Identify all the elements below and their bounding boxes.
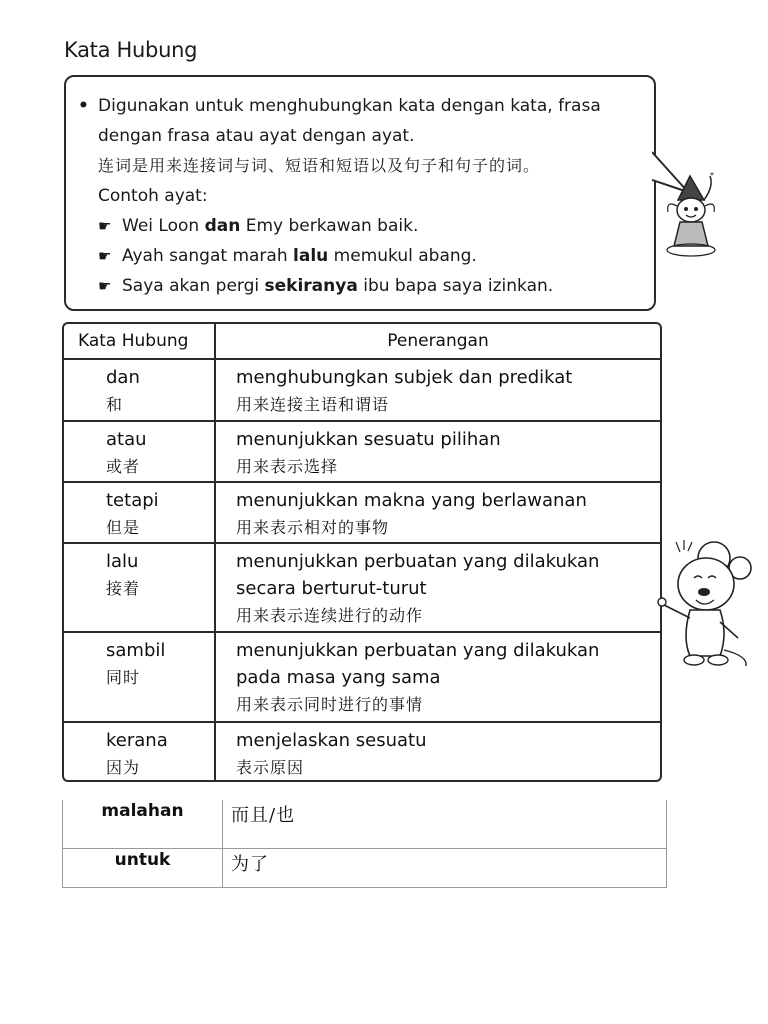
conjunction-word: kerana: [106, 730, 168, 751]
conjunction-word: sambil: [106, 640, 166, 661]
explanation-chinese: 用来表示连续进行的动作: [236, 606, 424, 625]
explanation-chinese: 用来表示选择: [236, 457, 339, 476]
explanation-cell: [216, 723, 660, 782]
explanation-cell: [216, 422, 660, 481]
pointing-hand-icon: ☛: [98, 277, 112, 295]
conjunction-word: atau: [106, 429, 147, 450]
definition-item: [78, 91, 644, 151]
conjunction-table: [62, 322, 662, 782]
conjunction-meaning: 为了: [223, 849, 667, 888]
explanation-cell: [216, 483, 660, 542]
table-row: [64, 481, 660, 542]
explanation-chinese: 用来表示同时进行的事情: [236, 695, 424, 714]
example-item: [78, 211, 644, 241]
lower-table: [62, 800, 667, 888]
conjunction-cell: [64, 544, 216, 631]
table-row: [63, 800, 667, 849]
conjunction-chinese: 因为: [106, 758, 141, 777]
info-box: [64, 75, 656, 311]
conjunction-chinese: 但是: [106, 518, 141, 537]
explanation-text: pada masa yang sama: [236, 667, 441, 688]
example-item: [78, 271, 644, 301]
pointing-hand-icon: ☛: [98, 217, 112, 235]
conjunction-cell: [64, 483, 216, 542]
page-title: Kata Hubung: [64, 38, 198, 62]
conjunction-cell: [64, 633, 216, 721]
explanation-chinese: 用来连接主语和谓语: [236, 395, 390, 414]
explanation-text: secara berturut-turut: [236, 578, 427, 599]
example-item: [78, 241, 644, 271]
conjunction-word: tetapi: [106, 490, 159, 511]
table-row: [63, 849, 667, 888]
conjunction-chinese: 和: [106, 395, 124, 414]
conjunction-meaning: 而且/也: [223, 800, 667, 849]
explanation-chinese: 表示原因: [236, 758, 305, 777]
explanation-cell: [216, 360, 660, 420]
explanation-cell: [216, 544, 660, 631]
table-row: [64, 420, 660, 481]
explanation-text: menunjukkan perbuatan yang dilakukan: [236, 640, 600, 661]
explanation-text: menunjukkan makna yang berlawanan: [236, 490, 587, 511]
conjunction-cell: [64, 360, 216, 420]
conjunction-word: lalu: [106, 551, 139, 572]
example-sentence: Ayah sangat marah lalu memukul abang.: [122, 246, 477, 266]
header-kata-hubung: Kata Hubung: [64, 324, 216, 358]
explanation-cell: [216, 633, 660, 721]
example-sentence: Saya akan pergi sekiranya ibu bapa saya izinkan.: [122, 276, 554, 296]
conjunction-chinese: 同时: [106, 668, 141, 687]
svg-text:*: *: [710, 171, 714, 180]
conjunction-chinese: 接着: [106, 579, 141, 598]
examples-label: Contoh ayat:: [98, 186, 208, 206]
pointing-hand-icon: ☛: [98, 247, 112, 265]
explanation-text: menghubungkan subjek dan predikat: [236, 367, 573, 388]
definition-chinese: 连词是用来连接词与词、短语和短语以及句子和句子的词。: [98, 156, 541, 175]
header-penerangan: Penerangan: [387, 331, 489, 351]
explanation-text: menunjukkan sesuatu pilihan: [236, 429, 501, 450]
conjunction-word: malahan: [63, 800, 223, 849]
table-row: [64, 721, 660, 782]
mouse-mascot-icon: [656, 538, 752, 670]
table-row: [64, 542, 660, 631]
table-header: [64, 324, 660, 358]
conjunction-cell: [64, 723, 216, 782]
example-sentence: Wei Loon dan Emy berkawan baik.: [122, 216, 419, 236]
explanation-text: menjelaskan sesuatu: [236, 730, 427, 751]
table-row: [64, 358, 660, 420]
conjunction-word: untuk: [63, 849, 223, 888]
conjunction-word: dan: [106, 367, 140, 388]
explanation-text: menunjukkan perbuatan yang dilakukan: [236, 551, 600, 572]
definition-text: Digunakan untuk menghubungkan kata dengan kata, frasa dengan frasa atau ayat dengan ayat.: [98, 96, 601, 146]
table-row: [64, 631, 660, 721]
conjunction-chinese: 或者: [106, 457, 141, 476]
explanation-chinese: 用来表示相对的事物: [236, 518, 390, 537]
bullet-icon: •: [78, 96, 89, 116]
conjunction-cell: [64, 422, 216, 481]
wizard-mascot-icon: [660, 170, 722, 260]
